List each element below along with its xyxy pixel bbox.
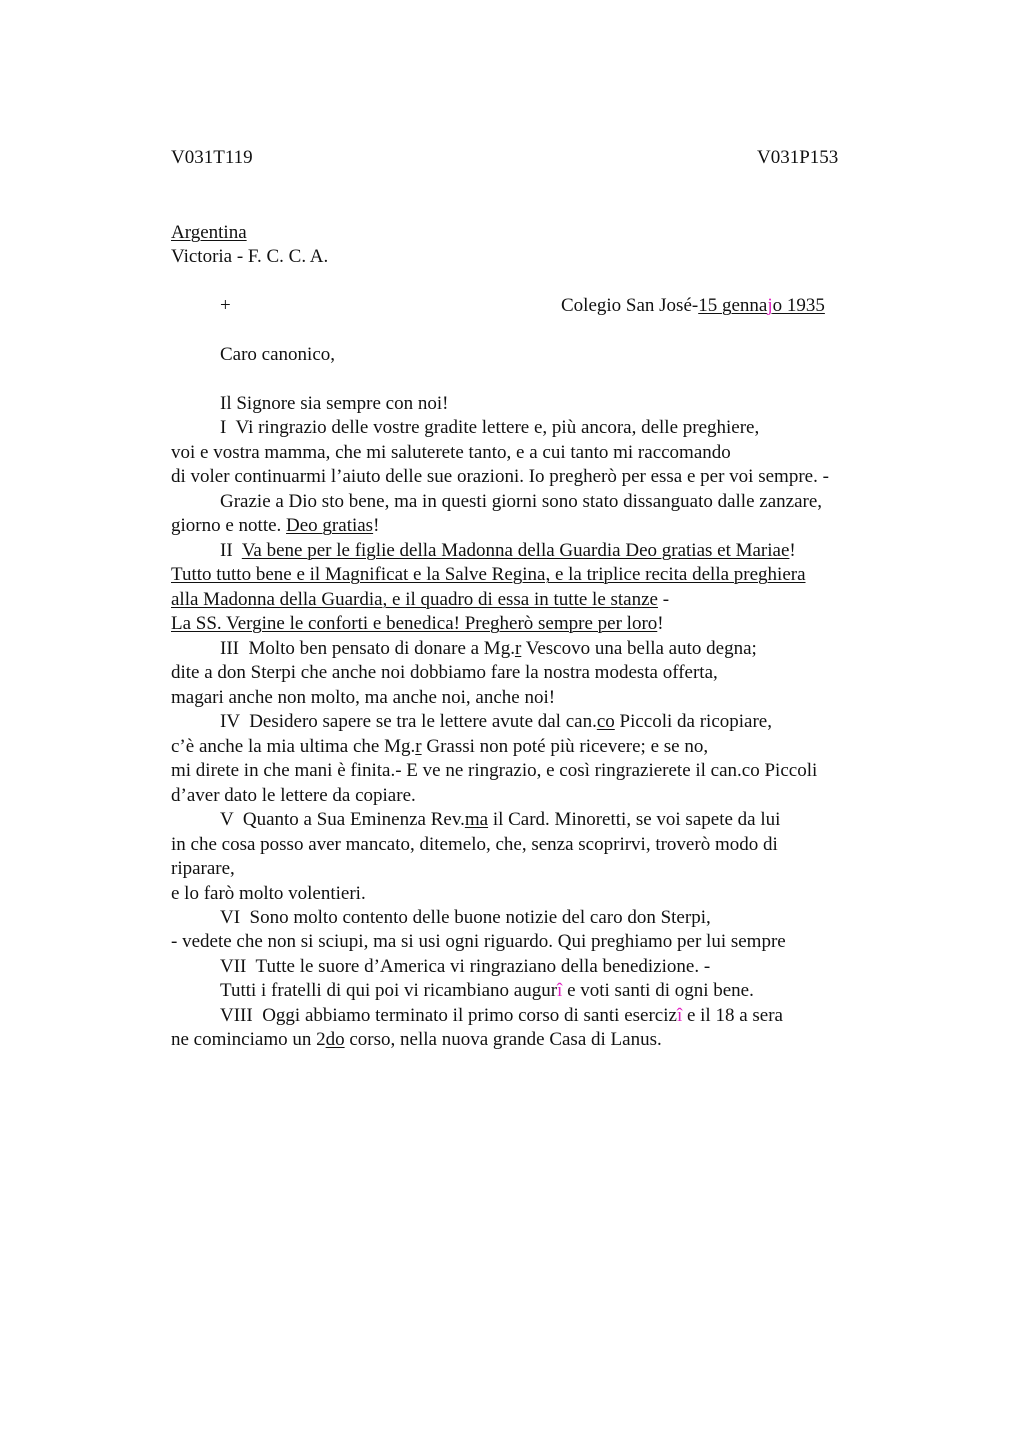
text-line <box>171 588 669 612</box>
text-line: riparare, <box>171 858 235 879</box>
text-line: d’aver dato le lettere da copiare. <box>171 785 416 806</box>
text-line <box>171 735 708 759</box>
dateline <box>561 294 825 318</box>
text-segment: ! <box>657 613 664 634</box>
underlined-text: alla Madonna della Guardia, e il quadro di essa in tutte le stanze <box>171 589 658 610</box>
date-part-1: 15 genna <box>698 295 768 316</box>
text-segment: il Card. Minoretti, se voi sapete da lui <box>488 809 781 830</box>
text-segment: ! <box>373 515 380 536</box>
text-line <box>171 563 806 587</box>
text-line <box>171 612 664 636</box>
highlighted-char: î <box>557 980 563 1001</box>
underlined-text: Deo gratias <box>286 515 374 536</box>
text-line <box>220 710 772 734</box>
dateline-place: Colegio San José- <box>561 295 699 316</box>
text-segment: II <box>220 540 242 561</box>
text-segment: Piccoli da ricopiare, <box>614 711 772 732</box>
underlined-text: do <box>325 1029 345 1050</box>
text-line <box>171 1028 662 1052</box>
text-segment: III Molto ben pensato di donare a Mg. <box>220 638 515 659</box>
highlighted-char: î <box>676 1005 683 1026</box>
text-line: Grazie a Dio sto bene, ma in questi giorni sono stato dissanguato dalle zanzare, <box>220 491 823 512</box>
underlined-text: r <box>514 638 522 659</box>
country-text: Argentina <box>171 222 247 243</box>
text-line: dite a don Sterpi che anche noi dobbiamo fare la nostra modesta offerta, <box>171 662 718 683</box>
underlined-text: r <box>415 736 422 757</box>
text-segment: V Quanto a Sua Eminenza Rev. <box>220 809 465 830</box>
address-city: Victoria - F. C. C. A. <box>171 246 329 267</box>
cross-mark: + <box>220 295 231 316</box>
underlined-text: Va bene per le figlie della Madonna della Guardia Deo gratias et Mariae <box>241 540 790 561</box>
text-line <box>220 979 754 1003</box>
greeting-line: Il Signore sia sempre con noi! <box>220 393 449 414</box>
underlined-text: Tutto tutto bene e il Magnificat e la Salve Regina, e la triplice recita della preghiera <box>171 564 806 585</box>
text-segment: giorno e notte. <box>171 515 287 536</box>
text-line <box>220 1004 783 1028</box>
salutation: Caro canonico, <box>220 344 336 365</box>
text-line: VII Tutte le suore d’America vi ringraziano della benedizione. - <box>220 956 711 977</box>
text-segment: ne cominciamo un 2 <box>171 1029 326 1050</box>
text-line: mi direte in che mani è finita.- E ve ne ringrazio, e così ringrazierete il can.co Piccoli <box>171 760 818 781</box>
text-line <box>220 637 757 661</box>
text-segment: e voti santi di ogni bene. <box>562 980 754 1001</box>
underlined-text: ma <box>464 809 489 830</box>
text-line: in che cosa posso aver mancato, ditemelo, che, senza scoprirvi, troverò modo di <box>171 834 778 855</box>
text-line: I Vi ringrazio delle vostre gradite lettere e, più ancora, delle preghiere, <box>220 417 760 438</box>
archive-code-right: V031P153 <box>757 147 839 168</box>
text-segment: IV Desidero sapere se tra le lettere avute dal can. <box>220 711 597 732</box>
text-segment: VIII Oggi abbiamo terminato il primo corso di santi eserciz <box>220 1005 677 1026</box>
text-segment: Grassi non poté più ricevere; e se no, <box>421 736 709 757</box>
text-line <box>171 514 379 538</box>
text-line <box>220 808 780 832</box>
text-line: voi e vostra mamma, che mi saluterete tanto, e a cui tanto mi raccomando <box>171 442 731 463</box>
archive-code-left: V031T119 <box>171 147 253 168</box>
text-line: magari anche non molto, ma anche noi, anche noi! <box>171 687 556 708</box>
text-segment: e il 18 a sera <box>682 1005 783 1026</box>
text-segment: corso, nella nuova grande Casa di Lanus. <box>344 1029 662 1050</box>
date-part-3: o 1935 <box>772 295 825 316</box>
text-line <box>220 539 796 563</box>
text-line: e lo farò molto volentieri. <box>171 883 366 904</box>
text-segment: Vescovo una bella auto degna; <box>521 638 757 659</box>
text-segment: Tutti i fratelli di qui poi vi ricambiano augur <box>220 980 558 1001</box>
dateline-date <box>698 295 825 316</box>
text-line: - vedete che non si sciupi, ma si usi ogni riguardo. Qui preghiamo per lui sempre <box>171 931 786 952</box>
date-part-2: j <box>767 295 773 316</box>
address-country <box>171 221 247 245</box>
text-segment: ! <box>789 540 796 561</box>
text-segment: - <box>657 589 670 610</box>
text-segment: c’è anche la mia ultima che Mg. <box>171 736 416 757</box>
underlined-text: co <box>596 711 615 732</box>
underlined-text: La SS. Vergine le conforti e benedica! Pregherò sempre per loro <box>171 613 658 634</box>
text-line: di voler continuarmi l’aiuto delle sue orazioni. Io pregherò per essa e per voi sempre. - <box>171 466 829 487</box>
text-line: VI Sono molto contento delle buone notizie del caro don Sterpi, <box>220 907 711 928</box>
